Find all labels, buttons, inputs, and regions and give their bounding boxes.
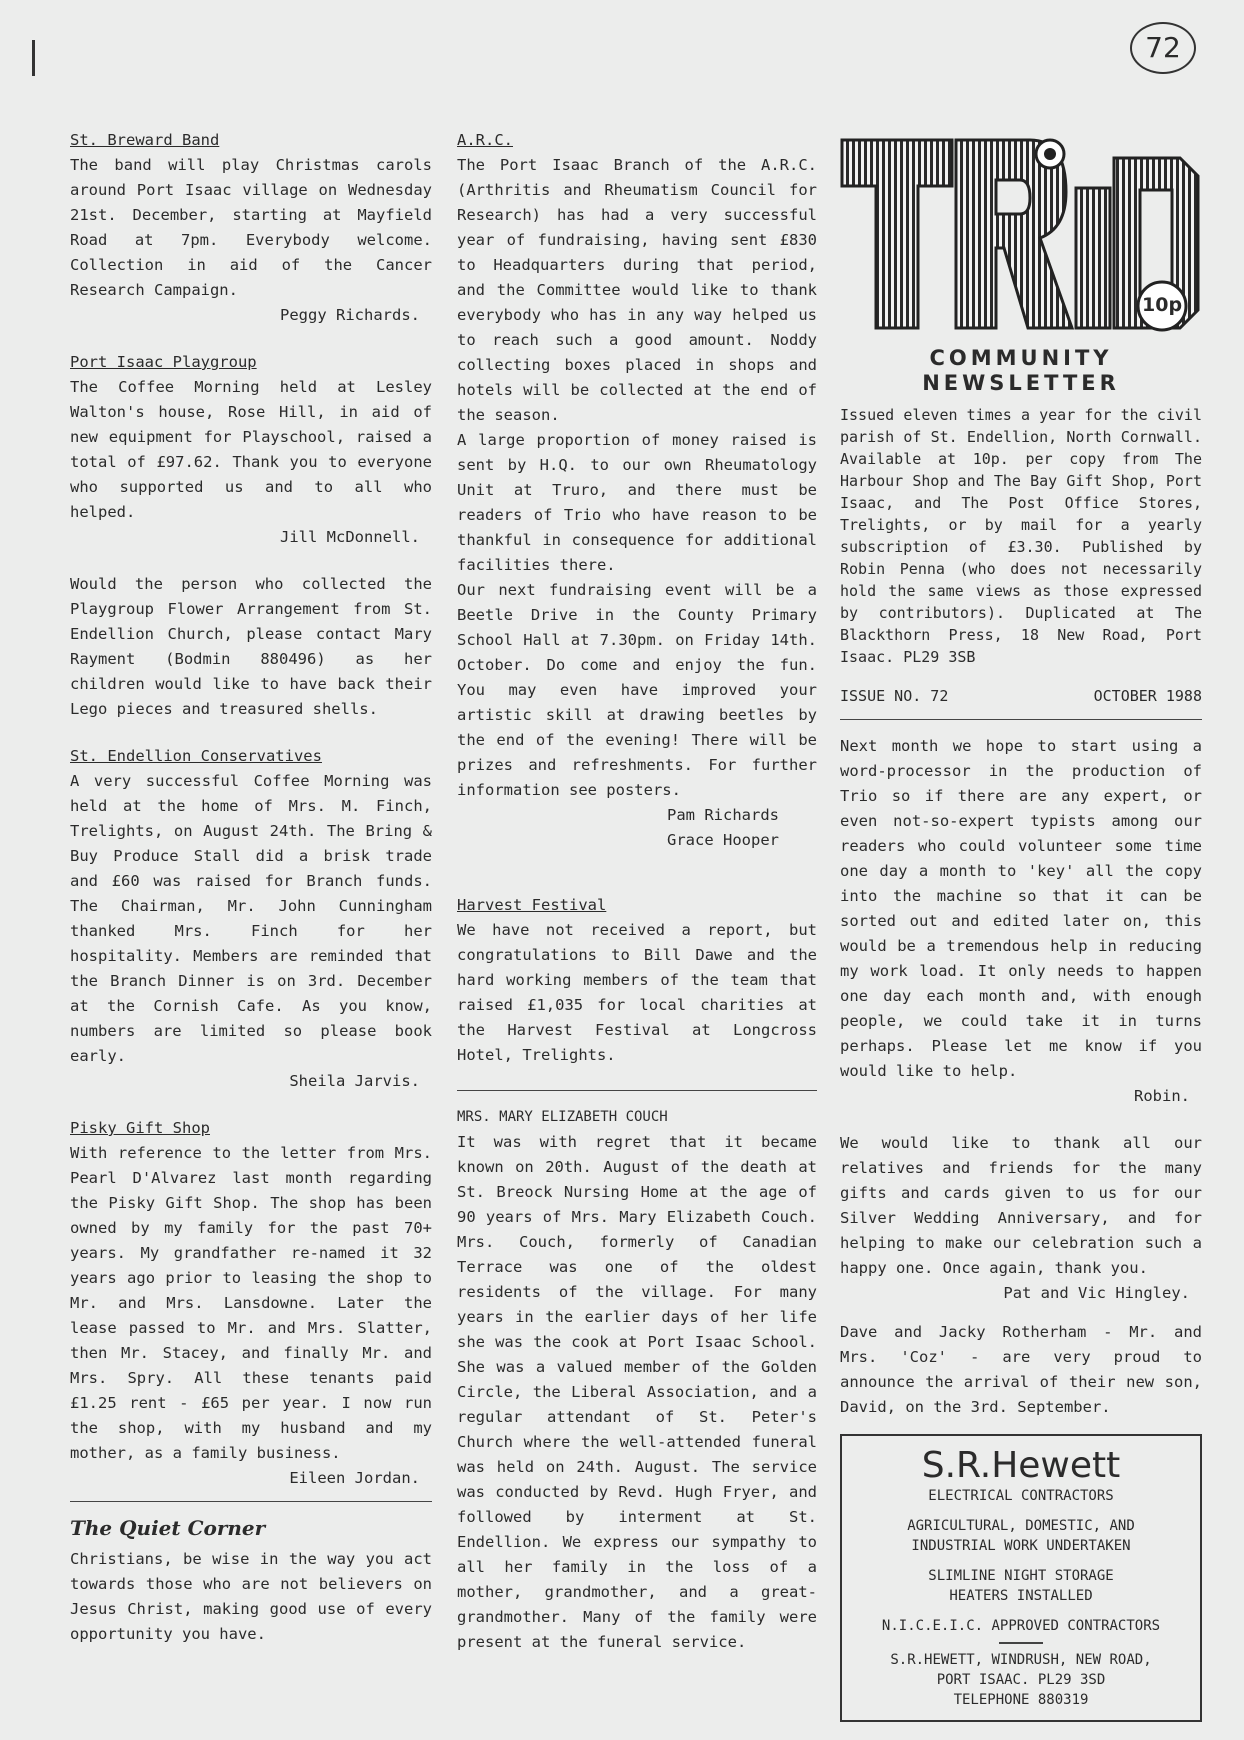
divider xyxy=(457,1090,817,1091)
margin-mark xyxy=(32,40,35,76)
article-silver-wedding xyxy=(840,1131,1202,1306)
article-signature: Grace Hooper xyxy=(667,831,779,849)
article-obituary-couch xyxy=(457,1105,817,1655)
article-arc xyxy=(457,128,817,853)
article-body: We have not received a report, but congratulations to Bill Dawe and the hard working members of the team that raised £1,035 for local charities at the Harvest Festival at Longcross Hotel, Trelights. xyxy=(457,921,817,1064)
article-heading: Port Isaac Playgroup xyxy=(70,353,257,371)
article-signature: Robin. xyxy=(1134,1087,1190,1105)
article-body: We would like to thank all our relatives and friends for the many gifts and cards given to us for our Silver Wedding Anniversary, and for helping to make our celebration such a happy one. Once again, thank you. xyxy=(840,1134,1202,1277)
advert-address: S.R.HEWETT, WINDRUSH, NEW ROAD, xyxy=(890,1652,1152,1668)
advert-address: PORT ISAAC. PL29 3SD xyxy=(936,1672,1106,1688)
article-quiet-corner xyxy=(70,1516,432,1647)
article-heading: A.R.C. xyxy=(457,131,513,149)
article-birth-announcement xyxy=(840,1320,1202,1420)
article-st-breward-band xyxy=(70,128,432,328)
article-body: Next month we hope to start using a word-processor in the production of Trio so if there are any expert, or even not-so-expert typists among our readers who could volunteer some time one day a month to 'key' all the copy into the machine so that it can be sorted out and edited later on, this would be a tremendous help in reducing my work load. It only needs to happen one day each month and, with enough people, we could take it in turns perhaps. Please let me know if you would like to help. xyxy=(840,737,1202,1080)
article-body: The Coffee Morning held at Lesley Walton's house, Rose Hill, in aid of new equipment for Playschool, raised a total of £97.62. Thank you to everyone who supported us and to all who helped. xyxy=(70,378,432,521)
article-word-processor xyxy=(840,734,1202,1109)
article-pisky-gift-shop xyxy=(70,1116,432,1491)
quiet-corner-heading: The Quiet Corner xyxy=(70,1516,266,1540)
article-body: Dave and Jacky Rotherham - Mr. and Mrs. 'Coz' - are very proud to announce the arrival of their new son, David, on the 3rd. September. xyxy=(840,1323,1202,1416)
article-heading: St. Breward Band xyxy=(70,131,220,149)
price-badge: 10p xyxy=(1142,294,1183,316)
article-body: A large proportion of money raised is sent by H.Q. to our own Rheumatology Unit at Truro, and there must be readers of Trio who have reason to be thankful in consequence for additional facilities there. xyxy=(457,431,817,574)
advert-line: AGRICULTURAL, DOMESTIC, AND xyxy=(907,1518,1135,1534)
issue-date: OCTOBER 1988 xyxy=(1093,687,1202,705)
advert-name: S.R.Hewett xyxy=(921,1445,1121,1486)
article-body: It was with regret that it became known on 20th. August of the death at St. Breock Nursing Home at the age of 90 years of Mrs. Mary Elizabeth Couch. Mrs. Couch, formerly of Canadian Terrace was one of the oldest residents of the village. For many years in the earlier days of her life she was the cook at Port Isaac School. She was a valued member of the Golden Circle, the Liberal Association, and a regular attendant of St. Peter's Church where the well-attended funeral was held on 24th. August. The service was conducted by Revd. Hugh Fryer, and followed by interment at St. Endellion. We express our sympathy to all her family in the loss of a mother, grandmother, and a great-grandmother. Many of the family were present at the funeral service. xyxy=(457,1133,817,1651)
article-body: The Port Isaac Branch of the A.R.C. (Arthritis and Rheumatism Council for Research) has had a very successful year of fundraising, having sent £830 to Headquarters during that period, and the Committee would like to thank everybody who has in any way helped us to reach such a good amount. Noddy collecting boxes placed in shops and hotels will be collected at the end of the season. xyxy=(457,156,817,424)
advert-trade: ELECTRICAL CONTRACTORS xyxy=(928,1488,1114,1504)
trio-logo xyxy=(840,128,1202,348)
article-body: Our next fundraising event will be a Beetle Drive in the County Primary School Hall at 7.30pm. on Friday 14th. October. Do come and enjoy the fun. You may even have improved your artistic skill at drawing beetles by the end of the evening! There will be prizes and refreshments. For further information see posters. xyxy=(457,581,817,799)
article-signature: Sheila Jarvis. xyxy=(289,1072,420,1090)
article-signature: Peggy Richards. xyxy=(280,306,420,324)
article-signature: Pat and Vic Hingley. xyxy=(1003,1284,1190,1302)
masthead-subtitle: COMMUNITY NEWSLETTER xyxy=(922,346,1120,395)
article-harvest-festival xyxy=(457,893,817,1068)
article-body: Would the person who collected the Playgroup Flower Arrangement from St. Endellion Church, please contact Mary Rayment (Bodmin 880496) as her children would like to have back their Lego pieces and treasured shells. xyxy=(70,575,432,718)
advert-line: HEATERS INSTALLED xyxy=(949,1588,1093,1604)
issue-row xyxy=(840,678,1202,720)
column-middle xyxy=(457,128,817,1677)
advert-divider xyxy=(999,1642,1043,1644)
article-heading: MRS. MARY ELIZABETH COUCH xyxy=(457,1109,668,1125)
article-st-endellion-conservatives xyxy=(70,744,432,1094)
article-body: Christians, be wise in the way you act towards those who are not believers on Jesus Christ, making good use of every opportunity you have. xyxy=(70,1550,432,1643)
article-body: A very successful Coffee Morning was held at the home of Mrs. M. Finch, Trelights, on August 24th. The Bring & Buy Produce Stall did a brisk trade and £60 was raised for Branch funds. The Chairman, Mr. John Cunningham thanked Mrs. Finch for her hospitality. Members are reminded that the Branch Dinner is on 3rd. December at the Cornish Cafe. As you know, numbers are limited so please book early. xyxy=(70,772,432,1065)
article-signature: Jill McDonnell. xyxy=(280,528,420,546)
column-right xyxy=(840,128,1202,1722)
article-heading: Harvest Festival xyxy=(457,896,607,914)
article-playgroup-flower-arrangement xyxy=(70,572,432,722)
advert-line: INDUSTRIAL WORK UNDERTAKEN xyxy=(911,1538,1131,1554)
article-heading: Pisky Gift Shop xyxy=(70,1119,210,1137)
advert-line: SLIMLINE NIGHT STORAGE xyxy=(928,1568,1114,1584)
article-body: The band will play Christmas carols around Port Isaac village on Wednesday 21st. December, starting at Mayfield Road at 7pm. Everybody welcome. Collection in aid of the Cancer Research Campaign. xyxy=(70,156,432,299)
article-body: With reference to the letter from Mrs. Pearl D'Alvarez last month regarding the Pisky Gift Shop. The shop has been owned by my family for the past 70+ years. My grandfather re-named it 32 years ago prior to leasing the shop to Mr. and Mrs. Lansdowne. Later the lease passed to Mr. and Mrs. Slatter, then Mr. Stacey, and finally Mr. and Mrs. Spry. All these tenants paid £1.25 rent - £65 per year. I now run the shop, with my husband and my mother, as a family business. xyxy=(70,1144,432,1462)
article-signature: Pam Richards xyxy=(667,806,779,824)
advert-line: N.I.C.E.I.C. APPROVED CONTRACTORS xyxy=(881,1618,1161,1634)
page-number: 72 xyxy=(1130,22,1196,74)
article-heading: St. Endellion Conservatives xyxy=(70,747,322,765)
advert-sr-hewett xyxy=(840,1434,1202,1722)
column-left xyxy=(70,128,432,1669)
article-port-isaac-playgroup xyxy=(70,350,432,550)
masthead-issued-text: Issued eleven times a year for the civil parish of St. Endellion, North Cornwall. Available at 10p. per copy from The Harbour Shop and The Bay Gift Shop, Port Isaac, and The Post Office Stores, Trelights, or by mail for a yearly subscription of £3.30. Published by Robin Penna (who does not necessarily hold the same views as those expressed by contributors). Duplicated at The Blackthorn Press, 18 New Road, Port Isaac. PL29 3SB xyxy=(840,406,1202,666)
divider xyxy=(70,1501,432,1502)
advert-telephone: TELEPHONE 880319 xyxy=(953,1692,1089,1708)
article-signature: Eileen Jordan. xyxy=(289,1469,420,1487)
issue-number: ISSUE NO. 72 xyxy=(840,687,949,705)
